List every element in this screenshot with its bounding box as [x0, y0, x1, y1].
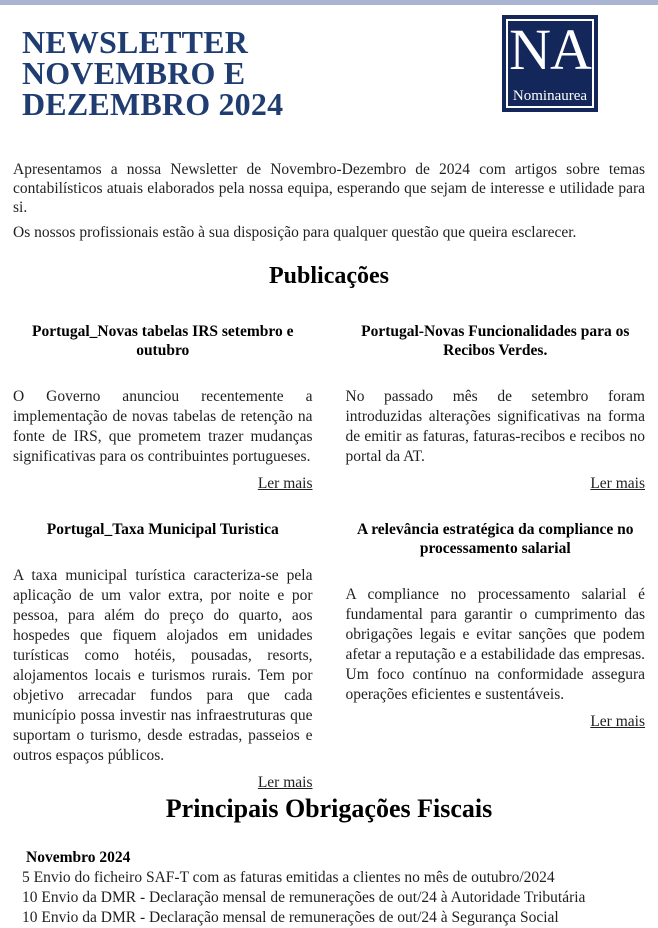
article-body: A compliance no processamento salarial é fundamental para garantir o cumprimento das obrigações legais e evitar sanções que podem afetar a reputação e a estabilidade das empresas. Um foco contínuo na conformidade assegura operações eficientes e sustentáveis. [345, 586, 646, 703]
article-title: Portugal_Taxa Municipal Turistica [46, 521, 279, 538]
fiscal-obligations-section [22, 848, 645, 928]
article-irs-tables [13, 322, 313, 520]
article-body: No passado mês de setembro foram introduzidas alterações significativas na forma de emitir as faturas, faturas-recibos e recibos no portal da AT. [345, 388, 645, 465]
ler-mais-row [346, 712, 646, 732]
ler-mais-row [346, 474, 646, 494]
fiscal-item-dmr-at: 10 Envio da DMR - Declaração mensal de remunerações de out/24 à Autoridade Tributária [22, 889, 586, 906]
article-title: Portugal-Novas Funcionalidades para os Recibos Verdes. [361, 323, 630, 359]
article-compliance-salarial [346, 520, 646, 793]
logo-company-name: Nominaurea [512, 88, 588, 104]
article-title: Portugal_Novas tabelas IRS setembro e outubro [32, 323, 294, 359]
ler-mais-link[interactable]: Ler mais [257, 475, 313, 492]
article-taxa-municipal [13, 520, 313, 793]
fiscal-item-dmr-ss: 10 Envio da DMR - Declaração mensal de remunerações de out/24 à Segurança Social [22, 909, 559, 926]
article-recibos-verdes [346, 322, 646, 520]
article-body: O Governo anunciou recentemente a implementação de novas tabelas de retenção na fonte de IRS, que prometem trazer mudanças significativas para os contribuintes portugueses. [13, 388, 313, 465]
fiscal-month-label: Novembro 2024 [26, 849, 131, 866]
logo-initials: NA [509, 17, 591, 82]
fiscal-obligations-heading: Principais Obrigações Fiscais [165, 794, 493, 823]
title-line-1: NEWSLETTER [22, 24, 249, 60]
publications-grid [13, 322, 645, 793]
top-accent-bar [0, 0, 658, 5]
article-body: A taxa municipal turística caracteriza-se pela aplicação de um valor extra, por noite e por pessoa, para além do preço do quarto, aos hospedes que fiquem alojados em unidades turísticas como hotéis, pousadas, resorts, alojamentos locais e turismos rurais. Tem por objetivo arrecadar fundos para que cada município possa investir nas infraestruturas que suportam o turismo, desde estradas, passeios e outros espaços públicos. [13, 567, 313, 764]
nominaurea-logo [502, 15, 598, 112]
intro-section [13, 160, 645, 248]
fiscal-item-saft: 5 Envio do ficheiro SAF-T com as faturas emitidas a clientes no mês de outubro/2024 [22, 869, 555, 886]
publications-heading: Publicações [269, 263, 389, 289]
title-line-2: NOVEMBRO E [22, 55, 246, 91]
article-title: A relevância estratégica da compliance no processamento salarial [356, 521, 634, 557]
ler-mais-row [13, 773, 313, 793]
intro-paragraph-2: Os nossos profissionais estão à sua disposição para qualquer questão que queira esclarecer. [13, 224, 577, 241]
logo-inner-frame [506, 19, 594, 108]
newsletter-title [22, 24, 284, 122]
ler-mais-link[interactable]: Ler mais [590, 475, 645, 492]
ler-mais-row [13, 474, 313, 494]
title-line-3: DEZEMBRO 2024 [22, 86, 284, 122]
ler-mais-link[interactable]: Ler mais [257, 774, 313, 791]
intro-paragraph-1: Apresentamos a nossa Newsletter de Novembro-Dezembro de 2024 com artigos sobre temas contabilísticos atuais elaborados pela nossa equipa, esperando que sejam de interesse e utilidade para si. [13, 161, 645, 216]
ler-mais-link[interactable]: Ler mais [590, 713, 645, 730]
